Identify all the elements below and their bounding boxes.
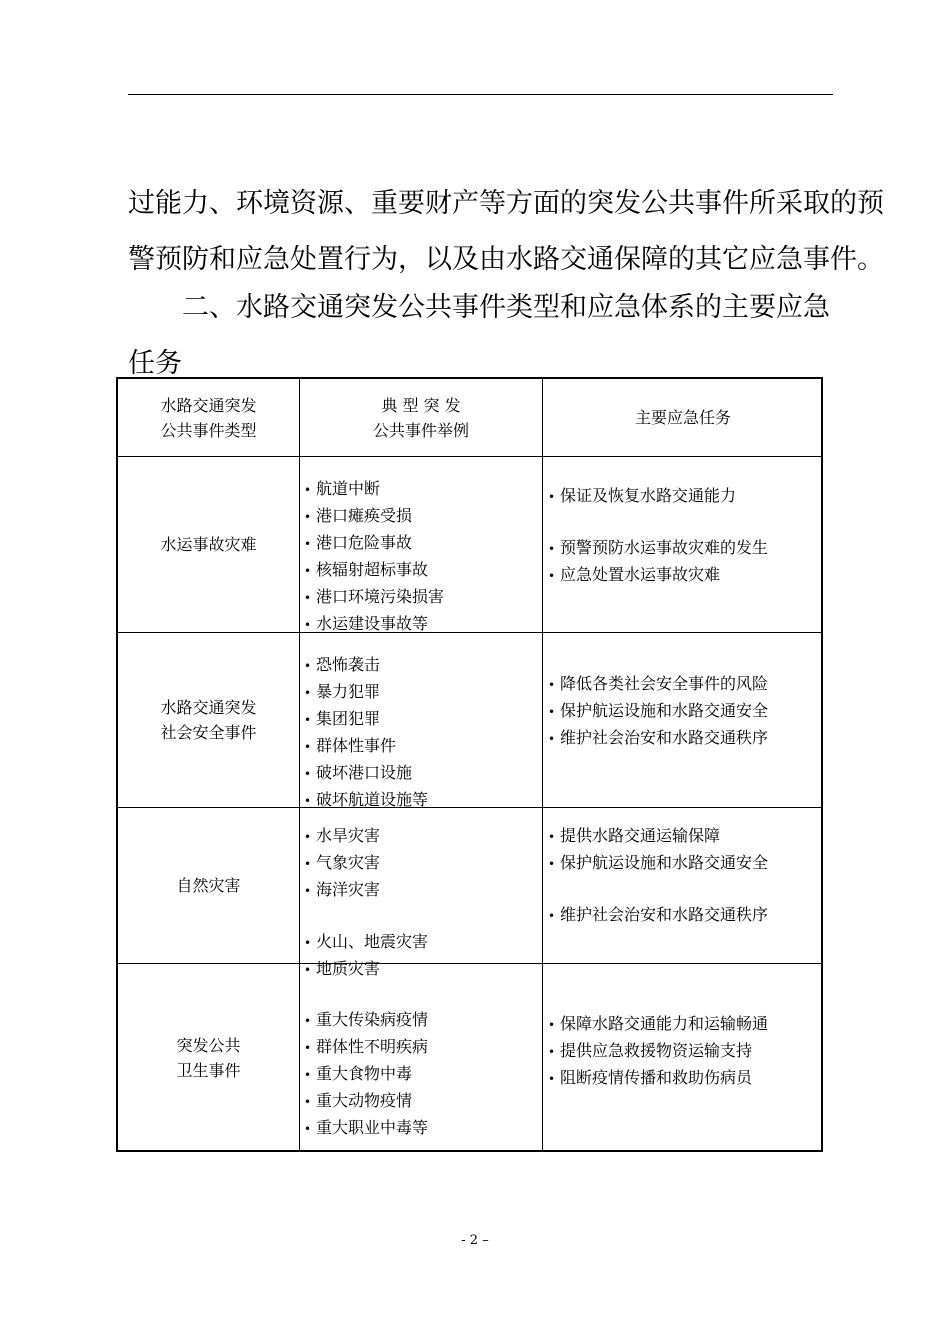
emergency-task-table	[116, 377, 823, 1152]
header-type-line: 水路交通突发	[160, 395, 257, 415]
header-type	[118, 379, 299, 456]
paragraph-continuation	[128, 176, 884, 288]
section-heading: 二、水路交通突发公共事件类型和应急体系的主要应急任务	[128, 292, 830, 379]
list-item: • 地质灾害	[304, 956, 540, 983]
column-divider	[542, 379, 543, 1150]
list-item: • 维护社会治安和水路交通秩序	[548, 902, 768, 929]
row2-tasks	[548, 671, 768, 752]
list-item: • 群体性不明疾病	[304, 1034, 428, 1061]
list-item: • 航道中断	[304, 476, 444, 503]
list-item: • 保护航运设施和水路交通安全	[548, 850, 768, 877]
list-item: • 提供水路交通运输保障	[548, 823, 768, 850]
row4-examples	[304, 1007, 428, 1142]
type-line: 社会安全事件	[160, 723, 257, 742]
header-tasks-label: 主要应急任务	[634, 408, 731, 427]
row3-tasks	[548, 823, 768, 929]
header-tasks	[543, 379, 823, 456]
header-examples	[300, 379, 542, 456]
list-item: • 重大职业中毒等	[304, 1115, 428, 1142]
type-line: 水运事故灾难	[160, 535, 257, 554]
row2-examples	[304, 652, 428, 814]
header-examples-line: 公共事件举例	[372, 420, 469, 440]
paragraph-line: 警预防和应急处置行为，以及由水路交通保障的其它应急事件。	[128, 244, 884, 275]
list-item: • 港口危险事故	[304, 530, 444, 557]
list-item: • 火山、地震灾害	[304, 929, 540, 956]
list-item: • 保证及恢复水路交通能力	[548, 483, 768, 510]
list-item: • 阻断疫情传播和救助伤病员	[548, 1065, 768, 1092]
list-item: • 核辐射超标事故	[304, 557, 444, 584]
row2-type	[118, 633, 299, 807]
list-item: • 降低各类社会安全事件的风险	[548, 671, 768, 698]
type-line: 水路交通突发	[160, 698, 257, 717]
list-item: • 维护社会治安和水路交通秩序	[548, 725, 768, 752]
list-item: • 提供应急救援物资运输支持	[548, 1038, 768, 1065]
list-item: • 水旱灾害	[304, 823, 540, 850]
type-line: 卫生事件	[176, 1061, 241, 1080]
type-line: 自然灾害	[176, 876, 241, 895]
row1-tasks	[548, 483, 768, 589]
row1-type	[118, 457, 299, 632]
list-item: • 预警预防水运事故灾难的发生	[548, 535, 768, 562]
list-item: • 重大传染病疫情	[304, 1007, 428, 1034]
list-item: • 集团犯罪	[304, 706, 428, 733]
list-item: • 破坏港口设施	[304, 760, 428, 787]
list-item: • 海洋灾害	[304, 877, 540, 904]
list-item: • 群体性事件	[304, 733, 428, 760]
row4-type	[118, 964, 299, 1152]
list-item: • 港口瘫痪受损	[304, 503, 444, 530]
paragraph-line: 过能力、环境资源、重要财产等方面的突发公共事件所采取的预	[128, 188, 884, 219]
page-number: - 2 –	[461, 1233, 489, 1248]
list-item: • 应急处置水运事故灾难	[548, 562, 768, 589]
list-item: • 重大动物疫情	[304, 1088, 428, 1115]
list-item: • 破坏航道设施等	[304, 787, 428, 814]
list-item: • 暴力犯罪	[304, 679, 428, 706]
list-item: • 恐怖袭击	[304, 652, 428, 679]
row3-type	[118, 808, 299, 963]
list-item: • 水运建设事故等	[304, 611, 444, 638]
list-item: • 气象灾害	[304, 850, 540, 877]
row3-examples-clip	[304, 823, 540, 978]
row1-examples	[304, 476, 444, 638]
list-item: • 重大食物中毒	[304, 1061, 428, 1088]
header-examples-line: 典 型 突 发	[381, 395, 461, 415]
header-type-line: 公共事件类型	[160, 420, 257, 440]
row3-examples	[304, 823, 540, 983]
list-item: • 保护航运设施和水路交通安全	[548, 698, 768, 725]
row4-tasks	[548, 1011, 768, 1092]
header-rule	[128, 94, 833, 95]
list-item: • 港口环境污染损害	[304, 584, 444, 611]
list-item: • 保障水路交通能力和运输畅通	[548, 1011, 768, 1038]
column-divider	[299, 379, 300, 1150]
type-line: 突发公共	[176, 1036, 241, 1055]
